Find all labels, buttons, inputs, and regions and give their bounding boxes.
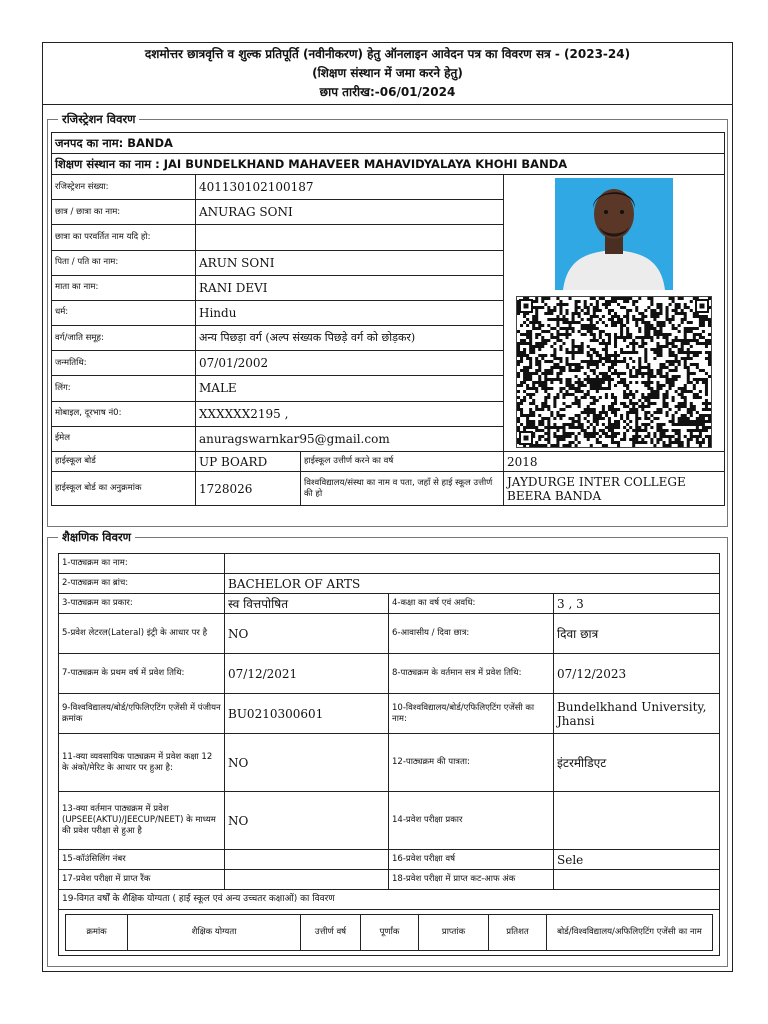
academic-table — [58, 553, 720, 956]
field-label: 10-विश्वविद्यालय/बोर्ड/एफिलिएटिंग एजेंसी का नाम: — [389, 694, 554, 734]
hs-board: UP BOARD — [196, 452, 301, 472]
field-label: हाईस्कूल उत्तीर्ण करने का वर्ष — [301, 452, 504, 472]
student-photo — [555, 178, 673, 290]
email: anuragswarnkar95@gmail.com — [196, 426, 504, 451]
course-name — [225, 554, 720, 574]
course-type: स्व वित्तपोषित — [225, 594, 389, 614]
institution-name: शिक्षण संस्थान का नाम : JAI BUNDELKHAND MAHAVEER MAHAVIDYALAYA KHOHI BANDA — [52, 154, 725, 175]
history-column-header: शैक्षिक योग्यता — [128, 915, 301, 951]
field-label: 11-क्या व्यवसायिक पाठ्यक्रम में प्रवेश कक्षा 12 के अंको/मेरिट के आधार पर हुआ है: — [59, 734, 225, 792]
field-label: 3-पाठ्यक्रम का प्रकार: — [59, 594, 225, 614]
field-label: 15-कॉउंसिलिंग नंबर — [59, 850, 225, 870]
course-eligibility: इंटरमीडिएट — [554, 734, 720, 792]
field-label: छात्रा का परवर्तित नाम यदि हो: — [52, 225, 196, 250]
qr-code — [516, 296, 712, 448]
application-form — [42, 42, 733, 972]
print-date: छाप तारीख:-06/01/2024 — [319, 85, 456, 99]
field-label: जन्मतिथि: — [52, 351, 196, 376]
registration-legend: रजिस्ट्रेशन विवरण — [58, 111, 139, 127]
student-name: ANURAG SONI — [196, 200, 504, 225]
history-column-header: पूर्णांक — [361, 915, 419, 951]
entrance-exam-type — [554, 792, 720, 850]
field-label: 5-प्रवेश लेटरल(Lateral) इंट्री के आधार पर है — [59, 614, 225, 654]
field-label: लिंग: — [52, 376, 196, 401]
course-branch: BACHELOR OF ARTS — [225, 574, 720, 594]
hs-roll-number: 1728026 — [196, 472, 301, 506]
date-of-birth: 07/01/2002 — [196, 351, 504, 376]
lateral-entry: NO — [225, 614, 389, 654]
district-name: जनपद का नाम: BANDA — [52, 133, 725, 154]
registration-table — [51, 132, 725, 506]
mobile-number: XXXXXX2195 , — [196, 401, 504, 426]
field-label: 9-विश्वविद्यालय/बोर्ड/एफिलिएटिंग एजेंसी में पंजीयन क्रमांक — [59, 694, 225, 734]
entrance-rank — [225, 870, 389, 890]
form-subtitle: (शिक्षण संस्थान में जमा करने हेतु) — [312, 66, 463, 80]
history-column-header: क्रमांक — [66, 915, 128, 951]
gender: MALE — [196, 376, 504, 401]
field-label: 17-प्रवेश परीक्षा में प्राप्त रैंक — [59, 870, 225, 890]
current-session-admission-date: 07/12/2023 — [554, 654, 720, 694]
field-label: 8-पाठ्यक्रम के वर्तमान सत्र में प्रवेश तिथि: — [389, 654, 554, 694]
field-label: 7-पाठ्यक्रम के प्रथम वर्ष में प्रवेश तिथि: — [59, 654, 225, 694]
mother-name: RANI DEVI — [196, 275, 504, 300]
field-label: 1-पाठ्यक्रम का नाम: — [59, 554, 225, 574]
academic-section — [47, 530, 728, 967]
registration-number: 401130102100187 — [196, 175, 504, 200]
field-label: 4-कक्षा का वर्ष एवं अवधि: — [389, 594, 554, 614]
father-name: ARUN SONI — [196, 250, 504, 275]
entrance-admission: NO — [225, 792, 389, 850]
field-label: रजिस्ट्रेशन संख्या: — [52, 175, 196, 200]
field-label: विश्वविद्यालय/संस्था का नाम व पता, जहाँ से हाई स्कूल उत्तीर्ण की हो — [301, 472, 504, 506]
history-column-header: प्राप्तांक — [419, 915, 489, 951]
field-label: हाईस्कूल बोर्ड का अनुक्रमांक — [52, 472, 196, 506]
caste-category: अन्य पिछड़ा वर्ग (अल्प संख्यक पिछड़े वर्ग को छोड़कर) — [196, 326, 504, 351]
field-label: वर्ग/जाति समूह: — [52, 326, 196, 351]
merit-admission: NO — [225, 734, 389, 792]
history-container — [59, 910, 720, 956]
field-label: 2-पाठ्यक्रम का ब्रांच: — [59, 574, 225, 594]
history-column-header: बोर्ड/विश्वविद्यालय/अफिलिएटिंग एजेंसी का नाम — [547, 915, 713, 951]
university-registration-number: BU0210300601 — [225, 694, 389, 734]
photo-qr-cell — [504, 175, 725, 452]
university-name: Bundelkhand University, Jhansi — [554, 694, 720, 734]
class-year-duration: 3 , 3 — [554, 594, 720, 614]
first-year-admission-date: 07/12/2021 — [225, 654, 389, 694]
history-column-header: उत्तीर्ण वर्ष — [301, 915, 361, 951]
field-label: 13-क्या वर्तमान पाठ्यक्रम में प्रवेश (UPSEE(AKTU)/JEECUP/NEET) के माध्यम की प्रवेश परीक्षा से हुआ है — [59, 792, 225, 850]
form-title: दशमोत्तर छात्रवृत्ति व शुल्क प्रतिपूर्ति (नवीनीकरण) हेतु ऑनलाइन आवेदन पत्र का विवरण सत्र - (2023-24) — [144, 47, 631, 61]
field-label: छात्र / छात्रा का नाम: — [52, 200, 196, 225]
field-label: 18-प्रवेश परीक्षा में प्राप्त कट-आफ अंक — [389, 870, 554, 890]
form-header — [43, 43, 732, 105]
residential-status: दिवा छात्र — [554, 614, 720, 654]
history-column-header: प्रतिशत — [489, 915, 547, 951]
hs-year: 2018 — [504, 452, 725, 472]
academic-legend: शैक्षणिक विवरण — [58, 529, 135, 545]
history-heading: 19-विगत वर्षों के शैक्षिक योग्यता ( हाई स्कूल एवं अन्य उच्चतर कक्षाओं) का विवरण — [59, 890, 720, 910]
entrance-cutoff — [554, 870, 720, 890]
field-label: धर्म: — [52, 300, 196, 325]
hs-school: JAYDURGE INTER COLLEGE BEERA BANDA — [504, 472, 725, 506]
field-label: 14-प्रवेश परीक्षा प्रकार — [389, 792, 554, 850]
history-table — [65, 914, 713, 951]
field-label: 16-प्रवेश परीक्षा वर्ष — [389, 850, 554, 870]
entrance-exam-year: Sele — [554, 850, 720, 870]
changed-name — [196, 225, 504, 250]
counselling-number — [225, 850, 389, 870]
field-label: 12-पाठ्यक्रम की पात्रता: — [389, 734, 554, 792]
religion: Hindu — [196, 300, 504, 325]
field-label: ईमेल — [52, 426, 196, 451]
field-label: मोबाइल, दूरभाष नं0: — [52, 401, 196, 426]
field-label: हाईस्कूल बोर्ड — [52, 452, 196, 472]
registration-section — [47, 112, 728, 527]
field-label: माता का नाम: — [52, 275, 196, 300]
field-label: पिता / पति का नाम: — [52, 250, 196, 275]
field-label: 6-आवासीय / दिवा छात्र: — [389, 614, 554, 654]
